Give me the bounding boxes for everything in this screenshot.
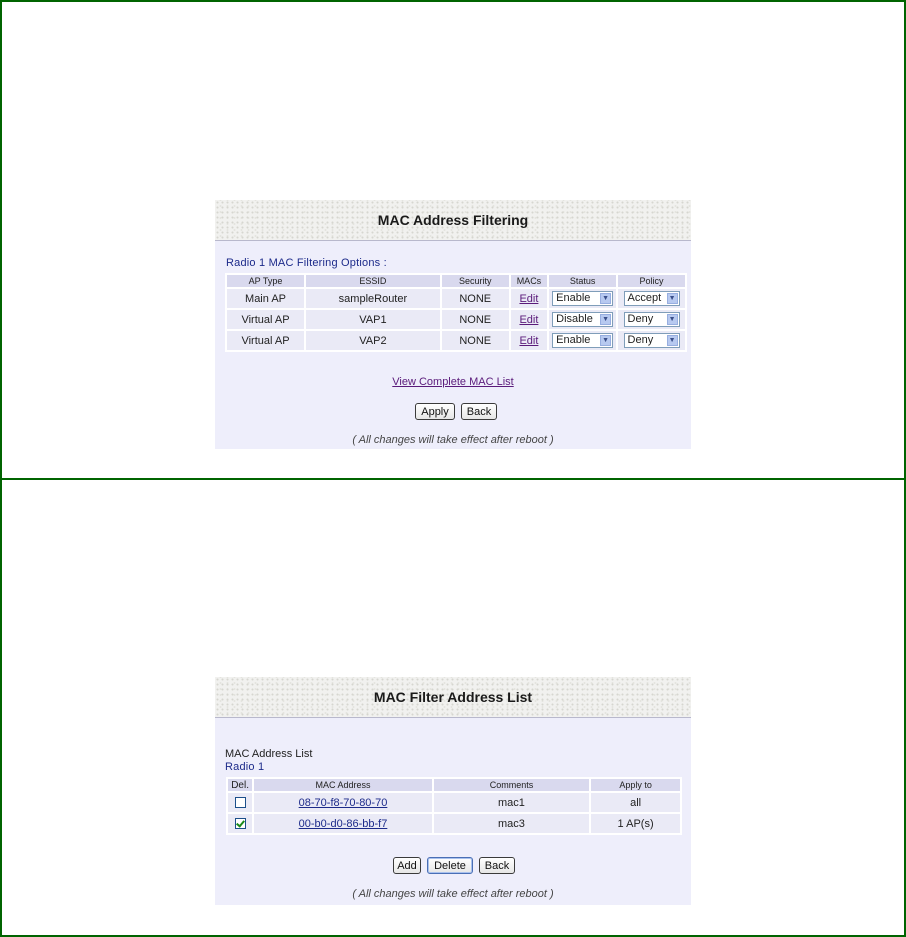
column-header: MAC Address: [254, 779, 432, 791]
edit-macs-link[interactable]: Edit: [519, 313, 539, 326]
mac-address-list-label: MAC Address List: [225, 748, 313, 760]
view-mac-list-wrapper: [215, 376, 691, 388]
back-button[interactable]: Back: [461, 403, 497, 420]
column-header: ESSID: [306, 275, 440, 287]
mac-address-cell: [254, 814, 432, 833]
radio-label: Radio 1: [225, 761, 265, 773]
back-button[interactable]: Back: [479, 857, 515, 874]
status-select-value: Enable: [556, 334, 591, 346]
status-select[interactable]: [552, 312, 613, 327]
chevron-down-icon: ▼: [667, 293, 678, 304]
essid-cell: sampleRouter: [306, 289, 440, 308]
table-row: [228, 793, 680, 812]
ap-type-cell: Main AP: [227, 289, 304, 308]
chevron-down-icon: ▼: [600, 335, 611, 346]
table-row: [227, 289, 685, 308]
add-button[interactable]: Add: [393, 857, 421, 874]
column-header: Comments: [434, 779, 589, 791]
ap-type-cell: Virtual AP: [227, 331, 304, 350]
column-header: Apply to: [591, 779, 680, 791]
page-title: MAC Filter Address List: [373, 689, 533, 705]
delete-cell: [228, 793, 252, 812]
delete-cell: [228, 814, 252, 833]
mac-address-link[interactable]: 00-b0-d0-86-bb-f7: [298, 817, 388, 830]
essid-cell: VAP2: [306, 331, 440, 350]
chevron-down-icon: ▼: [600, 314, 611, 325]
macs-cell: [511, 331, 547, 350]
status-cell: [549, 310, 616, 329]
mac-address-link[interactable]: 08-70-f8-70-80-70: [298, 796, 388, 809]
mac-address-cell: [254, 793, 432, 812]
mac-filtering-panel: [215, 200, 691, 449]
security-cell: NONE: [442, 310, 509, 329]
column-header: Status: [549, 275, 616, 287]
policy-cell: [618, 310, 685, 329]
security-cell: NONE: [442, 331, 509, 350]
column-header: AP Type: [227, 275, 304, 287]
status-cell: [549, 331, 616, 350]
macs-cell: [511, 289, 547, 308]
comment-cell: mac3: [434, 814, 589, 833]
comment-cell: mac1: [434, 793, 589, 812]
ap-type-cell: Virtual AP: [227, 310, 304, 329]
apply-button[interactable]: Apply: [415, 403, 455, 420]
status-select[interactable]: [552, 333, 613, 348]
mac-filter-list-panel: [215, 677, 691, 905]
status-select[interactable]: [552, 291, 613, 306]
chevron-down-icon: ▼: [667, 314, 678, 325]
page-title: MAC Address Filtering: [377, 212, 529, 228]
security-cell: NONE: [442, 289, 509, 308]
status-select-value: Disable: [556, 313, 593, 325]
mac-address-table: [226, 777, 682, 835]
status-cell: [549, 289, 616, 308]
policy-select[interactable]: [624, 291, 680, 306]
table-header-row: [228, 779, 680, 791]
status-select-value: Enable: [556, 292, 591, 304]
delete-checkbox[interactable]: [235, 818, 246, 829]
column-header: Policy: [618, 275, 685, 287]
apply-to-cell: all: [591, 793, 680, 812]
table-row: [227, 310, 685, 329]
macs-cell: [511, 310, 547, 329]
column-header: Security: [442, 275, 509, 287]
filtering-options-table: [225, 273, 687, 352]
panel-header: [215, 200, 691, 241]
essid-cell: VAP1: [306, 310, 440, 329]
delete-button[interactable]: Delete: [427, 857, 473, 874]
policy-select-value: Deny: [627, 334, 654, 346]
reboot-note: ( All changes will take effect after reboot ): [352, 888, 554, 900]
view-complete-mac-list-link[interactable]: View Complete MAC List: [392, 376, 514, 388]
policy-select[interactable]: [624, 312, 680, 327]
section-label: Radio 1 MAC Filtering Options :: [226, 257, 387, 269]
apply-to-cell: 1 AP(s): [591, 814, 680, 833]
reboot-note: ( All changes will take effect after reboot ): [352, 434, 554, 446]
column-header: MACs: [511, 275, 547, 287]
policy-select[interactable]: [624, 333, 680, 348]
delete-checkbox[interactable]: [235, 797, 246, 808]
table-header-row: [227, 275, 685, 287]
policy-cell: [618, 289, 685, 308]
panel-header: [215, 677, 691, 718]
policy-select-value: Accept: [627, 292, 662, 304]
chevron-down-icon: ▼: [600, 293, 611, 304]
edit-macs-link[interactable]: Edit: [519, 334, 539, 347]
frame-divider: [0, 478, 906, 480]
table-row: [228, 814, 680, 833]
chevron-down-icon: ▼: [667, 335, 678, 346]
table-row: [227, 331, 685, 350]
policy-cell: [618, 331, 685, 350]
policy-select-value: Deny: [627, 313, 654, 325]
edit-macs-link[interactable]: Edit: [519, 292, 539, 305]
column-header: Del.: [228, 779, 252, 791]
